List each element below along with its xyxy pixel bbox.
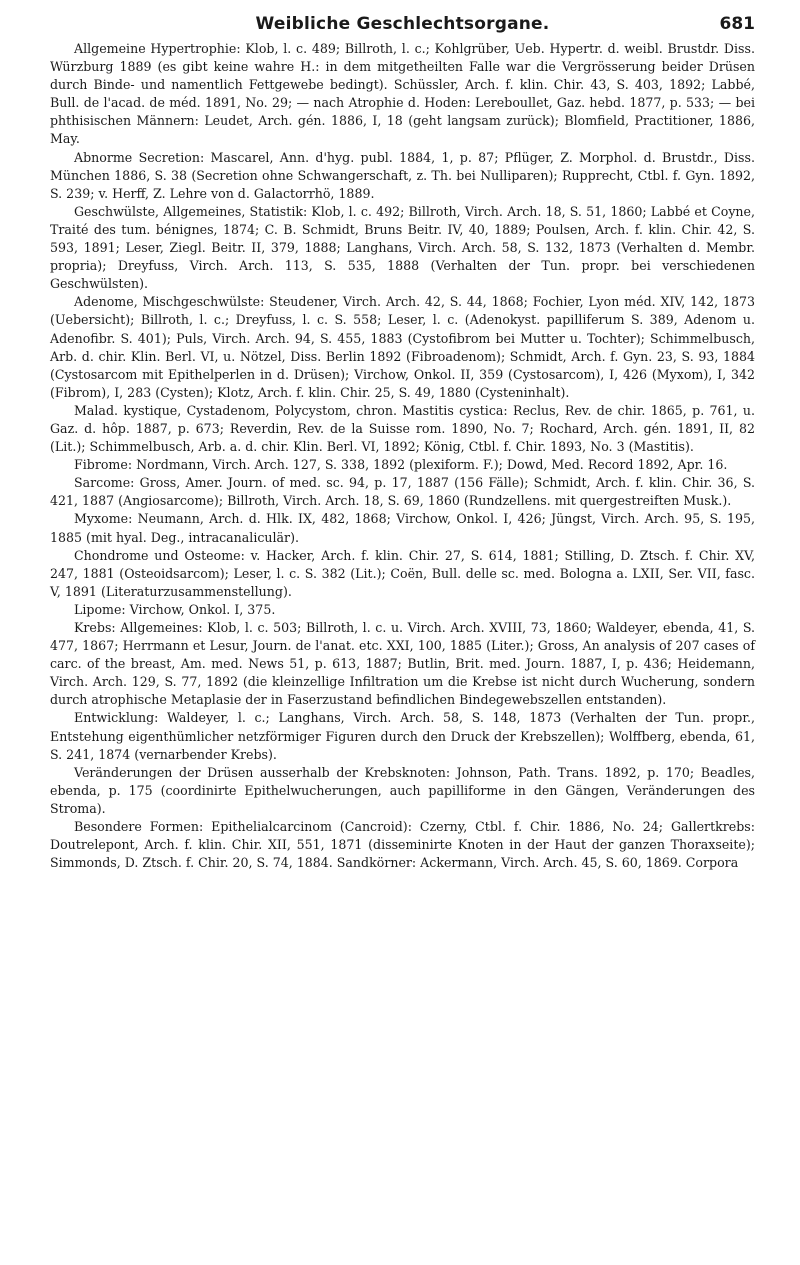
paragraph-chondrome-osteome: Chondrome und Osteome: v. Hacker, Arch. f. klin. Chir. 27, S. 614, 1881; Stilling, D. Ztsch. f. Chir. XV, 247, 1881 (Osteoidsarcom); Leser, l. c. S. 382 (Lit.); Coën, Bull. delle sc. med. Bologna a. LXII, Ser. VII, fasc. V, 1891 (Literaturzusammenstellung).: [50, 547, 755, 599]
paragraph-malad-kystique: Malad. kystique, Cystadenom, Polycystom, chron. Mastitis cystica: Reclus, Rev. de chir. 1865, p. 761, u. Gaz. d. hôp. 1887, p. 673; Reverdin, Rev. de la Suisse rom. 1890, No. 7; Rochard, Arch. gén. 1891, II, 82 (Lit.); Schimmelbusch, Arb. a. d. chir. Klin. Berl. VI, 1892; König, Ctbl. f. Chir. 1893, No. 3 (Mastitis).: [50, 402, 755, 455]
paragraph-krebs-allgemeines: Krebs: Allgemeines: Klob, l. c. 503; Billroth, l. c. u. Virch. Arch. XVIII, 73, 1860; Waldeyer, ebenda, 41, S. 477, 1867; Herrmann et Lesur, Journ. de l'anat. etc. XXI, 100, 1885 (Liter.); Gross, An analysis of 207 cases of carc. of the breast, Am. med. News 51, p. 613, 1887; Butlin, Brit. med. Journ. 1887, I, p. 436; Heidemann, Virch. Arch. 129, S. 77, 1892 (die kleinzellige Infiltration um die Krebse ist nicht durch Wucherung, sondern durch atrophische Metaplasie der in Faserzustand befindlichen Bindegewebszellen entstanden).: [50, 620, 755, 708]
page-number: 681: [719, 14, 755, 34]
paragraph-fibrome: Fibrome: Nordmann, Virch. Arch. 127, S. 338, 1892 (plexiform. F.); Dowd, Med. Record 1892, Apr. 16.: [74, 457, 728, 473]
paragraph-sarcome: Sarcome: Gross, Amer. Journ. of med. sc. 94, p. 17, 1887 (156 Fälle); Schmidt, Arch. f. klin. Chir. 36, S. 421, 1887 (Angiosarcome); Billroth, Virch. Arch. 18, S. 69, 1860 (Rundzellens. mit quergestreiften Musk.).: [50, 475, 755, 509]
running-title: Weibliche Geschlechtsorgane.: [255, 14, 550, 34]
paragraph-abnorme-secretion: Abnorme Secretion: Mascarel, Ann. d'hyg. publ. 1884, 1, p. 87; Pflüger, Z. Morphol. d. Brustdr., Diss. München 1886, S. 38 (Secretion ohne Schwangerschaft, z. Th. bei Nulliparen); Rupprecht, Ctbl. f. Gyn. 1892, S. 239; v. Herff, Z. Lehre von d. Galactorrhö, 1889.: [50, 149, 755, 201]
page-header: [50, 10, 755, 40]
paragraph-veraenderungen: Veränderungen der Drüsen ausserhalb der Krebsknoten: Johnson, Path. Trans. 1892, p. 170; Beadles, ebenda, p. 175 (coordinirte Epithelwucherungen, auch papilliforme in den Gängen, Veränderungen des Stroma).: [50, 764, 755, 816]
paragraph-myxome: Myxome: Neumann, Arch. d. Hlk. IX, 482, 1868; Virchow, Onkol. I, 426; Jüngst, Virch. Arch. 95, S. 195, 1885 (mit hyal. Deg., intracanaliculär).: [50, 511, 755, 545]
body-text: [50, 40, 755, 872]
paragraph-geschwuelste-allgemeines: Geschwülste, Allgemeines, Statistik: Klob, l. c. 492; Billroth, Virch. Arch. 18, S. 51, 1860; Labbé et Coyne, Traité des tum. bénignes, 1874; C. B. Schmidt, Bruns Beitr. IV, 40, 1889; Poulsen, Arch. f. klin. Chir. 42, S. 593, 1891; Leser, Ziegl. Beitr. II, 379, 1888; Langhans, Virch. Arch. 58, S. 132, 1873 (Verhalten d. Membr. propria); Dreyfuss, Virch. Arch. 113, S. 535, 1888 (Verhalten der Tun. propr. bei verschiedenen Geschwülsten).: [50, 203, 755, 292]
paragraph-lipome: Lipome: Virchow, Onkol. I, 375.: [74, 601, 276, 617]
paragraph-adenome: Adenome, Mischgeschwülste: Steudener, Virch. Arch. 42, S. 44, 1868; Fochier, Lyon méd. XIV, 142, 1873 (Uebersicht); Billroth, l. c.; Dreyfuss, l. c. S. 558; Leser, l. c. (Adenokyst. papilliferum S. 389, Adenom u. Adenofibr. S. 401); Puls, Virch. Arch. 94, S. 455, 1883 (Cystofibrom bei Mutter u. Tochter); Schimmelbusch, Arb. d. chir. Klin. Berl. VI, u. Nötzel, Diss. Berlin 1892 (Fibroadenom); Schmidt, Arch. f. Gyn. 23, S. 93, 1884 (Cystosarcom mit Epithelperlen in d. Drüsen); Virchow, Onkol. II, 359 (Cystosarcom), I, 426 (Myxom), I, 342 (Fibrom), I, 283 (Cysten); Klotz, Arch. f. klin. Chir. 25, S. 49, 1880 (Cysteninhalt).: [50, 294, 755, 400]
paragraph-entwicklung: Entwicklung: Waldeyer, l. c.; Langhans, Virch. Arch. 58, S. 148, 1873 (Verhalten der Tun. propr., Entstehung eigenthümlicher netzförmiger Figuren durch den Druck der Krebszellen); Wolffberg, ebenda, 61, S. 241, 1874 (vernarbender Krebs).: [50, 710, 755, 762]
paragraph-allgemeine-hypertrophie: Allgemeine Hypertrophie: Klob, l. c. 489; Billroth, l. c.; Kohlgrüber, Ueb. Hypertr. d. weibl. Brustdr. Diss. Würzburg 1889 (es gibt keine wahre H.: in dem mitgetheilten Falle war die Vergrösserung beider Drüsen durch Binde- und namentlich Fettgewebe bedingt). Schüssler, Arch. f. klin. Chir. 43, S. 403, 1892; Labbé, Bull. de l'acad. de méd. 1891, No. 29; — nach Atrophie d. Hoden: Lereboullet, Gaz. hebd. 1877, p. 533; — bei phthisischen Männern: Leudet, Arch. gén. 1886, I, 18 (geht langsam zurück); Blomfield, Practitioner, 1886, May.: [50, 41, 755, 147]
paragraph-besondere-formen: Besondere Formen: Epithelialcarcinom (Cancroid): Czerny, Ctbl. f. Chir. 1886, No. 24; Gallertkrebs: Doutrelepont, Arch. f. klin. Chir. XII, 551, 1871 (disseminirte Knoten in der Haut der ganzen Thoraxseite); Simmonds, D. Ztsch. f. Chir. 20, S. 74, 1884. Sandkörner: Ackermann, Virch. Arch. 45, S. 60, 1869. Corpora: [50, 819, 755, 871]
